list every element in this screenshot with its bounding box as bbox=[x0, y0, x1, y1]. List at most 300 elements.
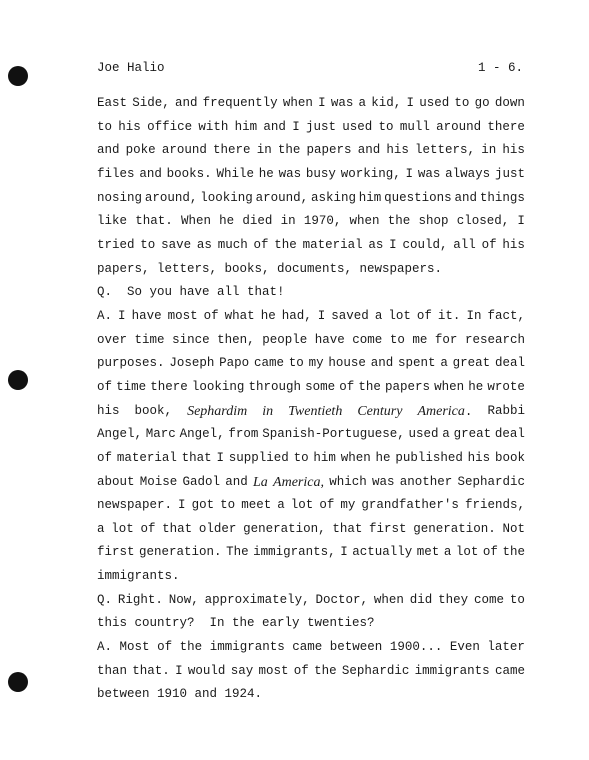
word bbox=[415, 139, 475, 163]
word bbox=[400, 471, 453, 495]
word-text: to bbox=[509, 592, 525, 607]
line-text: Q. So you have all that! bbox=[97, 285, 285, 300]
word bbox=[257, 139, 272, 163]
word-text: . bbox=[464, 404, 473, 419]
word-text: of bbox=[157, 640, 173, 655]
transcript-line bbox=[97, 636, 525, 660]
word-text: I bbox=[517, 214, 525, 229]
word bbox=[97, 376, 112, 400]
word bbox=[468, 376, 483, 400]
word bbox=[318, 92, 326, 116]
word-text: things bbox=[479, 190, 525, 205]
word bbox=[135, 329, 165, 353]
transcript-line bbox=[97, 163, 525, 187]
transcript-line bbox=[97, 352, 525, 376]
word-text: used bbox=[342, 119, 373, 134]
word bbox=[126, 139, 156, 163]
word bbox=[97, 541, 135, 565]
word bbox=[483, 541, 498, 565]
word-text: of bbox=[416, 308, 432, 323]
word bbox=[253, 541, 336, 565]
word-text: came bbox=[494, 663, 525, 678]
word bbox=[180, 636, 203, 660]
binder-hole-middle bbox=[8, 370, 28, 390]
word-text: lot bbox=[388, 308, 411, 323]
word bbox=[339, 376, 354, 400]
word bbox=[157, 636, 172, 660]
word bbox=[259, 163, 274, 187]
word bbox=[332, 518, 362, 542]
transcript-line bbox=[97, 305, 525, 329]
word bbox=[169, 589, 199, 613]
word bbox=[188, 660, 226, 684]
word-text: used bbox=[419, 96, 450, 110]
transcript-line bbox=[97, 612, 525, 636]
word bbox=[352, 329, 382, 353]
word-text: than bbox=[97, 663, 128, 678]
word-text: Gadol bbox=[182, 474, 221, 489]
word bbox=[410, 589, 433, 613]
word-text: came bbox=[292, 640, 323, 655]
word bbox=[219, 352, 249, 376]
word-text: grandfather's bbox=[361, 498, 459, 513]
word bbox=[97, 636, 112, 660]
word-text: that. bbox=[132, 663, 170, 678]
word-text: met bbox=[416, 545, 440, 560]
word-text: have bbox=[314, 332, 345, 347]
binder-hole-top bbox=[8, 66, 28, 86]
word-text: came bbox=[253, 356, 284, 371]
word bbox=[169, 352, 214, 376]
word bbox=[218, 234, 248, 258]
word-text: and bbox=[357, 143, 381, 158]
word bbox=[371, 92, 401, 116]
word-text: I bbox=[118, 308, 126, 323]
word-text: material bbox=[116, 450, 177, 465]
word-text: While bbox=[216, 166, 254, 181]
word bbox=[480, 187, 525, 211]
word bbox=[97, 210, 127, 234]
word-text: around, bbox=[255, 190, 309, 205]
word-text: The bbox=[226, 545, 249, 560]
word-text: me bbox=[412, 332, 428, 347]
word bbox=[216, 447, 224, 471]
word-text: was bbox=[417, 166, 441, 181]
word-text: the bbox=[358, 379, 381, 394]
word-text: of bbox=[293, 663, 309, 678]
word-text: he bbox=[375, 450, 391, 465]
word-text: him bbox=[313, 450, 336, 465]
word bbox=[372, 471, 395, 495]
word-text: Not bbox=[502, 521, 525, 536]
word bbox=[400, 116, 430, 140]
word bbox=[487, 116, 525, 140]
word bbox=[306, 163, 336, 187]
word bbox=[475, 92, 490, 116]
word bbox=[253, 471, 268, 495]
word-text: just bbox=[305, 119, 336, 134]
word-text: frequently bbox=[202, 96, 278, 110]
word-text: save bbox=[161, 237, 192, 252]
word-text: Marc bbox=[145, 427, 176, 442]
word-text: lot bbox=[111, 521, 134, 536]
word bbox=[258, 660, 288, 684]
word-text: he bbox=[258, 166, 274, 181]
word bbox=[147, 116, 192, 140]
word bbox=[204, 305, 219, 329]
word bbox=[406, 92, 414, 116]
word-text: much bbox=[217, 237, 248, 252]
word bbox=[213, 139, 251, 163]
word bbox=[283, 92, 313, 116]
word-text: looking bbox=[191, 379, 245, 394]
word bbox=[342, 660, 410, 684]
word bbox=[97, 187, 142, 211]
word bbox=[294, 447, 309, 471]
word bbox=[217, 329, 255, 353]
word bbox=[386, 139, 409, 163]
transcript-line bbox=[97, 281, 525, 305]
word bbox=[145, 187, 198, 211]
word-text: house bbox=[328, 356, 366, 371]
word-text: to bbox=[140, 237, 156, 252]
word bbox=[309, 352, 324, 376]
word-text: 1970, bbox=[303, 214, 342, 229]
word-text: about bbox=[97, 474, 135, 489]
word-text: around bbox=[436, 119, 482, 134]
word bbox=[374, 589, 404, 613]
word-text: there bbox=[213, 143, 251, 158]
word-text: go bbox=[474, 96, 490, 110]
word bbox=[135, 400, 173, 424]
word bbox=[262, 423, 405, 447]
word-text: mull bbox=[399, 119, 430, 134]
word-text: and bbox=[263, 119, 286, 134]
word-text: generation, bbox=[243, 521, 326, 536]
word-text: when bbox=[434, 379, 465, 394]
word bbox=[359, 187, 382, 211]
word bbox=[220, 494, 235, 518]
word bbox=[140, 471, 178, 495]
word bbox=[161, 234, 191, 258]
word bbox=[502, 541, 525, 565]
word-text: kid, bbox=[371, 96, 402, 110]
word-text: friends, bbox=[464, 498, 525, 513]
word-text: to bbox=[378, 119, 394, 134]
word-text: of bbox=[140, 521, 156, 536]
word bbox=[495, 92, 525, 116]
word bbox=[502, 139, 525, 163]
transcript-line bbox=[97, 683, 525, 707]
word bbox=[390, 329, 405, 353]
word bbox=[361, 494, 459, 518]
word bbox=[256, 187, 309, 211]
word bbox=[456, 541, 479, 565]
word bbox=[303, 234, 363, 258]
word-text: most bbox=[167, 308, 198, 323]
word bbox=[314, 660, 337, 684]
word bbox=[375, 305, 383, 329]
word-text: a bbox=[440, 356, 448, 371]
word-text: material bbox=[302, 237, 363, 252]
word bbox=[418, 210, 448, 234]
italic-title-word: America, bbox=[273, 474, 324, 490]
word bbox=[97, 92, 127, 116]
word-text: with bbox=[198, 119, 229, 134]
word-text: Joseph bbox=[169, 356, 215, 371]
word bbox=[359, 92, 367, 116]
word-text: books. bbox=[166, 166, 212, 181]
word-text: generation. bbox=[139, 545, 222, 560]
word bbox=[117, 447, 177, 471]
word bbox=[192, 376, 245, 400]
word bbox=[304, 210, 342, 234]
word bbox=[487, 636, 525, 660]
word bbox=[231, 660, 254, 684]
header-page-number: 1 - 6. bbox=[478, 61, 524, 75]
transcript-line bbox=[97, 234, 525, 258]
word bbox=[371, 352, 394, 376]
word-text: Side, bbox=[132, 96, 170, 110]
word bbox=[417, 400, 472, 424]
word bbox=[139, 163, 162, 187]
word bbox=[210, 636, 285, 660]
word bbox=[254, 352, 284, 376]
word-text: to bbox=[454, 96, 470, 110]
word bbox=[249, 376, 302, 400]
word-text: through bbox=[248, 379, 302, 394]
word-text: when bbox=[349, 214, 380, 229]
word bbox=[263, 116, 286, 140]
word-text: wrote bbox=[487, 379, 525, 394]
word-text: say bbox=[230, 663, 254, 678]
word bbox=[487, 400, 525, 424]
word bbox=[97, 447, 112, 471]
word-text: deal bbox=[494, 356, 525, 371]
word-text: the bbox=[274, 237, 297, 252]
transcript-line bbox=[97, 187, 525, 211]
word bbox=[292, 636, 322, 660]
transcript-line bbox=[97, 210, 525, 234]
word-text: purposes. bbox=[97, 356, 165, 371]
word-text: and bbox=[225, 474, 248, 489]
word bbox=[495, 423, 525, 447]
word bbox=[97, 660, 127, 684]
transcript-line bbox=[97, 541, 525, 565]
word bbox=[187, 400, 247, 424]
word-text: used bbox=[408, 427, 439, 442]
word bbox=[434, 376, 464, 400]
word-text: the bbox=[502, 545, 525, 560]
word-text: and bbox=[174, 96, 198, 110]
word-text: around, bbox=[144, 190, 198, 205]
word bbox=[331, 92, 354, 116]
word-text: a bbox=[443, 545, 452, 560]
word bbox=[167, 163, 212, 187]
word bbox=[450, 636, 480, 660]
italic-title-word: in bbox=[262, 403, 274, 419]
word bbox=[465, 494, 525, 518]
word-text: what bbox=[224, 308, 255, 323]
word bbox=[341, 447, 371, 471]
word bbox=[97, 352, 165, 376]
word-text: deal bbox=[494, 427, 525, 442]
word bbox=[398, 352, 436, 376]
word-text: people bbox=[262, 332, 308, 347]
word bbox=[162, 139, 207, 163]
word-text: his bbox=[386, 143, 409, 158]
word-text: I bbox=[175, 663, 183, 678]
word-text: was bbox=[330, 96, 354, 110]
word bbox=[118, 589, 163, 613]
word-text: in bbox=[481, 143, 497, 158]
word bbox=[409, 423, 439, 447]
word bbox=[385, 376, 430, 400]
word bbox=[350, 210, 380, 234]
word bbox=[402, 234, 447, 258]
word bbox=[288, 400, 342, 424]
word-text: him bbox=[234, 119, 258, 134]
italic-title-word: Century bbox=[357, 403, 403, 419]
word bbox=[457, 471, 525, 495]
word bbox=[203, 92, 278, 116]
word-text: book, bbox=[134, 403, 173, 418]
transcript-line bbox=[97, 116, 525, 140]
word-text: I bbox=[405, 166, 414, 181]
word bbox=[454, 92, 469, 116]
word-text: a bbox=[97, 521, 105, 536]
word-text: nosing bbox=[97, 190, 143, 205]
word-text: it. bbox=[437, 308, 461, 323]
word bbox=[319, 494, 334, 518]
word-text: research bbox=[464, 332, 525, 347]
word-text: Doctor, bbox=[315, 592, 369, 607]
word bbox=[395, 447, 463, 471]
word-text: asking bbox=[310, 190, 356, 205]
word-text: published bbox=[395, 450, 463, 465]
binder-hole-bottom bbox=[8, 672, 28, 692]
word bbox=[178, 494, 186, 518]
word-text: there bbox=[150, 379, 188, 394]
word bbox=[175, 660, 183, 684]
word-text: to bbox=[293, 450, 309, 465]
word-text: of bbox=[482, 545, 498, 560]
word-text: have bbox=[131, 308, 162, 323]
word bbox=[481, 139, 496, 163]
word-text: from bbox=[228, 427, 259, 442]
word-text: approximately, bbox=[204, 592, 310, 607]
word-text: tried bbox=[97, 237, 135, 252]
word-text: office bbox=[147, 119, 193, 134]
transcript-line bbox=[97, 565, 525, 589]
word-text: down bbox=[494, 96, 525, 110]
word bbox=[262, 329, 307, 353]
word bbox=[97, 589, 112, 613]
transcript-line bbox=[97, 447, 525, 471]
word bbox=[135, 210, 173, 234]
word bbox=[132, 305, 162, 329]
word bbox=[140, 518, 155, 542]
word-text: of bbox=[97, 379, 113, 394]
word-text: later bbox=[487, 640, 525, 655]
word bbox=[358, 376, 381, 400]
word bbox=[200, 187, 253, 211]
word bbox=[146, 423, 176, 447]
word bbox=[278, 139, 301, 163]
word-text: When bbox=[180, 214, 211, 229]
word bbox=[444, 541, 452, 565]
word bbox=[311, 187, 356, 211]
word-text: Rabbi bbox=[487, 403, 525, 418]
word-text: Papo bbox=[219, 356, 250, 371]
word-text: in bbox=[256, 143, 272, 158]
word bbox=[406, 163, 414, 187]
word-text: would bbox=[187, 663, 226, 678]
word-text: book bbox=[494, 450, 525, 465]
word-text: a bbox=[374, 308, 383, 323]
word-text: A. bbox=[97, 308, 113, 323]
word-text: was bbox=[371, 474, 395, 489]
word-text: of bbox=[319, 498, 335, 513]
word-text: just bbox=[494, 166, 525, 181]
word-text: to bbox=[389, 332, 405, 347]
word-text: older bbox=[198, 521, 237, 536]
word bbox=[457, 210, 510, 234]
word-text: Now, bbox=[168, 592, 199, 607]
word bbox=[329, 471, 367, 495]
word-text: Q. bbox=[97, 592, 113, 607]
transcript-line bbox=[97, 660, 525, 684]
word bbox=[168, 305, 198, 329]
word-text: poke bbox=[125, 143, 156, 158]
word bbox=[419, 92, 449, 116]
word-text: letters, bbox=[415, 143, 476, 158]
word-text: got bbox=[191, 498, 215, 513]
transcript-line bbox=[97, 400, 525, 424]
word bbox=[273, 471, 324, 495]
word-text: of bbox=[339, 379, 355, 394]
word bbox=[150, 376, 188, 400]
header-interviewee-name: Joe Halio bbox=[97, 61, 165, 75]
word-text: fact, bbox=[487, 308, 525, 323]
word bbox=[289, 352, 304, 376]
word bbox=[436, 116, 481, 140]
word-text: when bbox=[373, 592, 404, 607]
word bbox=[328, 352, 366, 376]
word bbox=[438, 589, 468, 613]
word bbox=[438, 305, 461, 329]
word-text: East bbox=[97, 96, 128, 110]
word bbox=[305, 376, 335, 400]
word-text: to bbox=[288, 356, 304, 371]
word-text: as bbox=[196, 237, 212, 252]
word bbox=[307, 139, 352, 163]
word-text: and bbox=[139, 166, 162, 181]
word bbox=[368, 234, 383, 258]
word bbox=[182, 447, 212, 471]
italic-title-word: La bbox=[253, 474, 268, 490]
word bbox=[228, 423, 258, 447]
word bbox=[241, 494, 271, 518]
word bbox=[97, 423, 142, 447]
word-text: could, bbox=[402, 237, 448, 252]
word-text: shop bbox=[418, 214, 449, 229]
word bbox=[175, 92, 198, 116]
word bbox=[216, 163, 254, 187]
word bbox=[379, 116, 394, 140]
word bbox=[487, 376, 525, 400]
word bbox=[482, 234, 497, 258]
